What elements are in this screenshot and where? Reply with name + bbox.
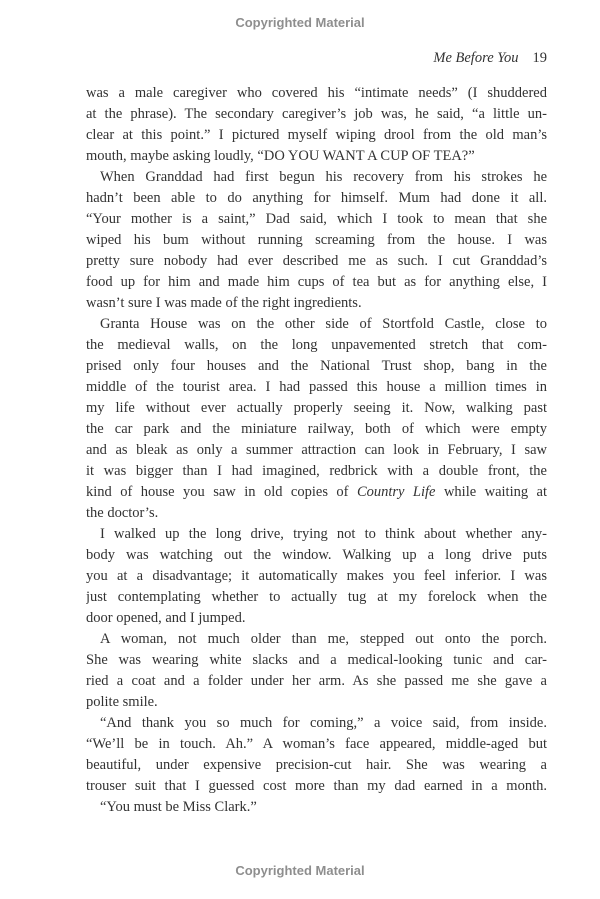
text-line: [86, 83, 547, 104]
text-line: [86, 797, 547, 818]
text-line: [86, 398, 547, 419]
text-run: “We’ll be in touch. Ah.” A woman’s face appeared, middle-aged but: [86, 736, 547, 752]
text-line: [86, 188, 547, 209]
text-run: “Your mother is a saint,” Dad said, which I took to mean that she: [86, 211, 547, 227]
text-line: [86, 461, 547, 482]
text-line: [86, 650, 547, 671]
text-line: [86, 608, 547, 629]
paragraph: [86, 83, 547, 167]
text-run: food up for him and made him cups of tea but as for anything else, I: [86, 274, 547, 290]
text-run: body was watching out the window. Walking up a long drive puts: [86, 547, 547, 563]
text-line: [86, 125, 547, 146]
text-run: it was bigger than I had imagined, redbrick with a double front, the: [86, 463, 547, 479]
text-run: the medieval walls, on the long unpavemented stretch that com-: [86, 337, 547, 353]
text-run: trouser suit that I guessed cost more than my dad earned in a month.: [86, 778, 547, 794]
text-line: [86, 230, 547, 251]
text-run: while waiting at: [435, 484, 547, 500]
text-run: at the phrase). The secondary caregiver’s job was, he said, “a little un-: [86, 106, 547, 122]
copyright-notice-top: Copyrighted Material: [235, 15, 365, 30]
text-run: the car park and the miniature railway, both of which were empty: [86, 421, 547, 437]
text-line: [86, 734, 547, 755]
text-line: [86, 146, 547, 167]
text-line: [86, 524, 547, 545]
paragraph: [86, 167, 547, 314]
text-line: [86, 419, 547, 440]
text-run: wasn’t sure I was made of the right ingredients.: [86, 295, 362, 311]
text-line: [86, 482, 547, 503]
text-line: [86, 692, 547, 713]
text-run: A woman, not much older than me, stepped out onto the porch.: [100, 631, 547, 647]
text-line: [86, 503, 547, 524]
body-text: [86, 83, 547, 818]
text-line: [86, 209, 547, 230]
text-line: [86, 356, 547, 377]
paragraph: [86, 314, 547, 524]
text-run: “And thank you so much for coming,” a voice said, from inside.: [100, 715, 547, 731]
page-number: 19: [532, 50, 547, 66]
text-line: [86, 545, 547, 566]
text-run: my life without ever actually properly seeing it. Now, walking past: [86, 400, 547, 416]
text-run: ried a coat and a folder under her arm. As she passed me she gave a: [86, 673, 547, 689]
text-run: kind of house you saw in old copies of: [86, 484, 357, 500]
text-line: [86, 167, 547, 188]
text-line: [86, 440, 547, 461]
text-line: [86, 629, 547, 650]
text-line: [86, 293, 547, 314]
copyright-notice-bottom: Copyrighted Material: [235, 863, 365, 878]
text-line: [86, 776, 547, 797]
text-run: hadn’t been able to do anything for himself. Mum had done it all.: [86, 190, 547, 206]
text-run: wiped his bum without running screaming from the house. I was: [86, 232, 547, 248]
paragraph: [86, 713, 547, 818]
text-line: [86, 713, 547, 734]
text-line: [86, 587, 547, 608]
text-run: prised only four houses and the National Trust shop, bang in the: [86, 358, 547, 374]
text-run: When Granddad had first begun his recovery from his strokes he: [100, 169, 547, 185]
text-line: [86, 251, 547, 272]
text-run: middle of the tourist area. I had passed this house a million times in: [86, 379, 547, 395]
text-run: polite smile.: [86, 694, 158, 710]
text-run: She was wearing white slacks and a medical-looking tunic and car-: [86, 652, 547, 668]
text-run: pretty sure nobody had ever described me as such. I cut Granddad’s: [86, 253, 547, 269]
italic-text: Country Life: [356, 484, 436, 500]
running-header: [86, 48, 547, 69]
text-run: Granta House was on the other side of Stortfold Castle, close to: [100, 316, 547, 332]
text-line: [86, 272, 547, 293]
text-line: [86, 314, 547, 335]
text-line: [86, 755, 547, 776]
text-run: just contemplating whether to actually tug at my forelock when the: [86, 589, 547, 605]
book-title: Me Before You: [433, 50, 519, 66]
text-line: [86, 104, 547, 125]
text-line: [86, 566, 547, 587]
text-run: door opened, and I jumped.: [86, 610, 246, 626]
text-run: and as bleak as only a summer attraction can look in February, I saw: [86, 442, 547, 458]
text-run: you at a disadvantage; it automatically makes you feel inferior. I was: [86, 568, 547, 584]
paragraph: [86, 629, 547, 713]
text-run: was a male caregiver who covered his “intimate needs” (I shuddered: [86, 85, 547, 101]
text-line: [86, 377, 547, 398]
text-run: “You must be Miss Clark.”: [100, 799, 257, 815]
text-run: mouth, maybe asking loudly, “DO YOU WANT A CUP OF TEA?”: [86, 148, 475, 164]
paragraph: [86, 524, 547, 629]
text-line: [86, 671, 547, 692]
text-run: clear at this point.” I pictured myself wiping drool from the old man’s: [86, 127, 547, 143]
text-run: I walked up the long drive, trying not to think about whether any-: [100, 526, 547, 542]
text-line: [86, 335, 547, 356]
text-run: the doctor’s.: [86, 505, 159, 521]
text-run: beautiful, under expensive precision-cut hair. She was wearing a: [86, 757, 547, 773]
